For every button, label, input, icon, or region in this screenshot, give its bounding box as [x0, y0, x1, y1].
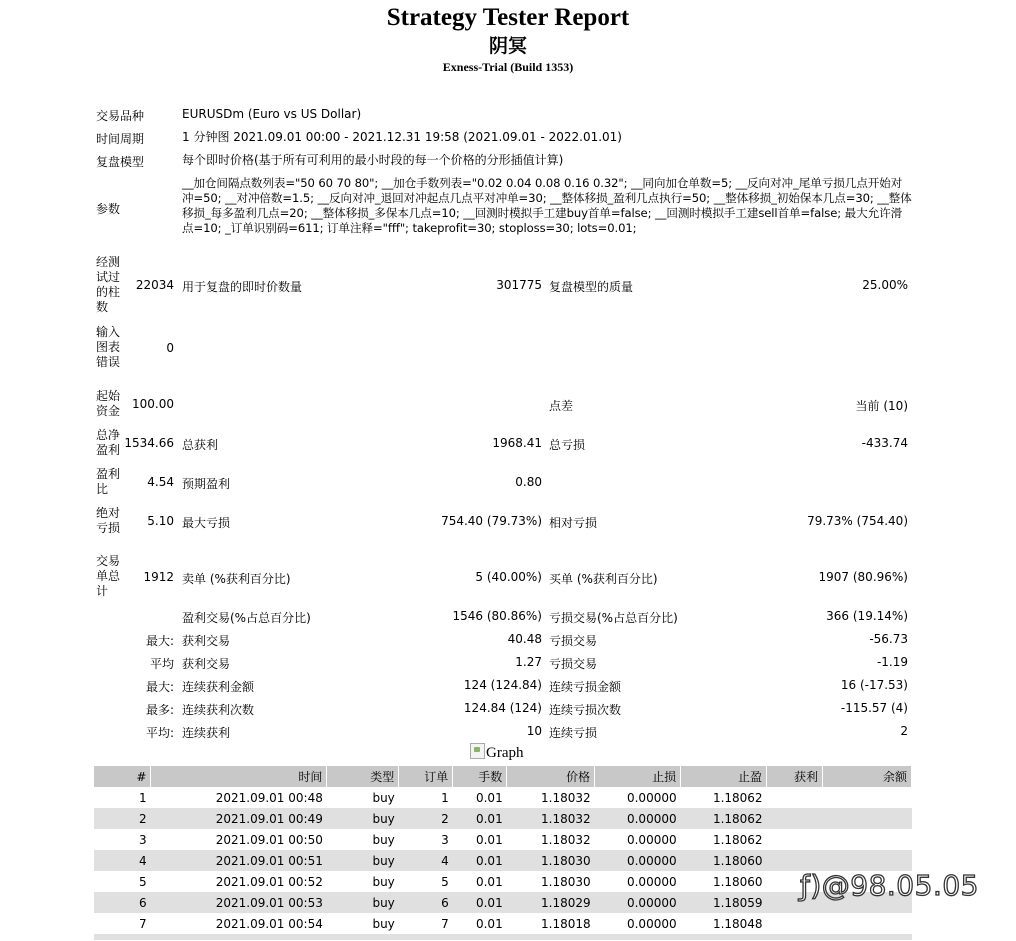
column-header: 余额: [823, 766, 912, 787]
report-subtitle: 阴冥: [488, 35, 527, 57]
table-cell: buy: [327, 850, 399, 871]
table-cell: 2021.09.01 00:53: [151, 892, 327, 913]
table-cell: 1: [139, 790, 147, 805]
table-cell: 0.00000: [595, 808, 681, 829]
table-cell: 1.18030: [507, 850, 595, 871]
expected-label: 预期盈利: [182, 477, 231, 491]
detail-value: -56.73: [869, 632, 908, 646]
table-cell: 2021.09.01 00:50: [215, 832, 323, 847]
table-cell: [767, 850, 823, 871]
table-cell: 1.18062: [712, 790, 763, 805]
table-cell: [595, 934, 681, 940]
detail-value: -115.57 (4): [840, 701, 908, 715]
detail-label: 连续亏损金额: [549, 680, 622, 694]
table-cell: [823, 829, 912, 850]
gross-profit-value: 1968.41: [492, 436, 542, 450]
errors-value: 0: [166, 341, 174, 355]
column-header: 止损: [595, 766, 681, 787]
table-cell: [681, 934, 767, 940]
table-cell: 0.00000: [595, 892, 681, 913]
table-row: [94, 871, 912, 892]
detail-prefix: 平均:: [145, 726, 174, 740]
table-cell: 5: [441, 874, 449, 889]
table-row: [94, 934, 912, 940]
table-cell: 0.00000: [626, 832, 677, 847]
symbol-value: EURUSDm (Euro vs US Dollar): [182, 107, 362, 121]
long-label: 买单 (%获利百分比): [549, 572, 658, 586]
table-cell: 2021.09.01 00:48: [215, 790, 323, 805]
table-cell: 1.18032: [541, 832, 591, 847]
table-cell: 6: [94, 892, 151, 913]
table-cell: [507, 934, 595, 940]
ticks-value: 301775: [496, 278, 542, 292]
detail-value: 2: [900, 724, 908, 738]
table-cell: [399, 934, 453, 940]
abs-dd-label: 绝对亏损: [96, 506, 121, 535]
symbol-label: 交易品种: [96, 109, 145, 123]
table-cell: [823, 787, 912, 808]
watermark: ƒ)@98.05.05: [800, 869, 979, 902]
table-cell: 4: [94, 850, 151, 871]
table-cell: 2: [94, 808, 151, 829]
table-cell: buy: [372, 832, 395, 847]
table-cell: buy: [372, 790, 395, 805]
short-value: 5 (40.00%): [475, 570, 542, 584]
table-cell: buy: [372, 874, 395, 889]
table-cell: 7: [441, 916, 449, 931]
column-header: 获利: [767, 766, 823, 787]
table-cell: [767, 934, 823, 940]
table-cell: [823, 913, 912, 934]
column-header: 类型: [327, 766, 399, 787]
graph-image: [470, 743, 524, 762]
table-cell: 2021.09.01 00:52: [215, 874, 323, 889]
column-header: 止盈: [681, 766, 767, 787]
params-label: 参数: [96, 202, 121, 216]
table-cell: [767, 808, 823, 829]
table-cell: [767, 787, 823, 808]
period-label: 时间周期: [96, 132, 145, 146]
params-value: __加仓间隔点数列表="50 60 70 80"; __加仓手数列表="0.02 0.04 0.08 0.16 0.32"; __同向加仓单数=5; __反向对冲_尾单亏损几点开始对冲=50; __对冲倍数=1.5; __反向对冲_退回对冲起点几点平对冲单=30; __整体移损_盈利几点执行=50; __整体移损_初始保本几点=30; __整体移损_每多盈利几点=20; __整体移损_多保本几点=10; __回测时模拟手工建buy首单=false; __回测时模拟手工建sell首单=false; 最大允许滑点=10; _订单识别码=611; 订单注释="fff"; takeprofit=30; stoploss=30; lots=0.01;: [182, 176, 912, 235]
table-cell: 1.18060: [712, 874, 763, 889]
table-cell: 1.18059: [681, 892, 767, 913]
table-cell: 1.18032: [541, 790, 591, 805]
detail-value: 10: [526, 724, 542, 738]
table-cell: buy: [372, 916, 395, 931]
table-cell: [823, 934, 912, 940]
table-cell: 5: [139, 874, 147, 889]
detail-value: 124 (124.84): [463, 678, 542, 692]
bars-label: 经测试过的柱数: [96, 255, 121, 314]
detail-value: 16 (-17.53): [840, 678, 908, 692]
table-row: [94, 913, 912, 934]
pf-label: 盈利比: [96, 467, 121, 496]
quality-value: 25.00%: [862, 278, 908, 292]
table-cell: 0.01: [475, 832, 503, 847]
column-header: 订单: [399, 766, 453, 787]
total-label: 交易单总计: [96, 554, 121, 598]
table-cell: 0.01: [453, 808, 507, 829]
table-cell: 3: [441, 832, 449, 847]
win-label: 盈利交易(%占总百分比): [182, 611, 311, 625]
detail-label: 亏损交易: [549, 657, 598, 671]
table-cell: 0.00000: [626, 916, 677, 931]
broken-image-icon: [470, 743, 485, 759]
bars-value: 22034: [135, 278, 174, 292]
table-row: [94, 829, 912, 850]
errors-label: 输入图表错误: [96, 325, 121, 369]
detail-label: 亏损交易: [549, 634, 598, 648]
column-header: 手数: [453, 766, 507, 787]
report-header: [0, 3, 1016, 75]
detail-label: 连续亏损: [549, 726, 598, 740]
table-cell: 1.18032: [507, 808, 595, 829]
total-value: 1912: [143, 570, 174, 584]
gross-profit-label: 总获利: [182, 438, 219, 452]
gross-loss-label: 总亏损: [549, 438, 586, 452]
rel-dd-value: 79.73% (754.40): [807, 514, 908, 528]
table-cell: 1.18030: [541, 874, 591, 889]
max-dd-value: 754.40 (79.73%): [441, 514, 542, 528]
table-cell: 0.00000: [595, 850, 681, 871]
detail-value: -1.19: [876, 655, 908, 669]
detail-value: 40.48: [507, 632, 542, 646]
long-value: 1907 (80.96%): [818, 570, 908, 584]
table-cell: 1.18062: [712, 832, 763, 847]
table-cell: 2021.09.01 00:51: [151, 850, 327, 871]
deposit-value: 100.00: [132, 397, 174, 411]
table-cell: 2021.09.01 00:49: [151, 808, 327, 829]
model-value: 每个即时价格(基于所有可利用的最小时段的每一个价格的分形插值计算): [182, 153, 564, 167]
table-cell: 3: [139, 832, 147, 847]
detail-label: 获利交易: [182, 634, 231, 648]
deals-body: [94, 787, 912, 940]
table-cell: [453, 934, 507, 940]
table-cell: 1.18062: [681, 808, 767, 829]
table-cell: 0.01: [453, 850, 507, 871]
spread-value: 当前 (10): [855, 399, 908, 413]
detail-value: 124.84 (124): [463, 701, 542, 715]
rel-dd-label: 相对亏损: [549, 516, 598, 530]
table-cell: 0.01: [475, 874, 503, 889]
detail-prefix: 最多:: [145, 703, 174, 717]
spread-label: 点差: [549, 399, 574, 413]
table-cell: 4: [399, 850, 453, 871]
net-label: 总净盈利: [96, 428, 121, 457]
table-row: [94, 808, 912, 829]
table-cell: 1: [441, 790, 449, 805]
deals-table: [94, 766, 912, 940]
table-cell: 0.00000: [626, 874, 677, 889]
detail-label: 连续获利金额: [182, 680, 255, 694]
abs-dd-value: 5.10: [147, 514, 174, 528]
detail-prefix: 平均: [149, 657, 174, 671]
table-cell: [327, 934, 399, 940]
table-row: [94, 850, 912, 871]
table-cell: 7: [139, 916, 147, 931]
table-cell: 1.18048: [712, 916, 763, 931]
loss-value: 366 (19.14%): [826, 609, 908, 623]
report-company: Exness-Trial (Build 1353): [442, 60, 574, 74]
report-title: Strategy Tester Report: [386, 4, 630, 31]
table-row: [94, 787, 912, 808]
deposit-label: 起始资金: [96, 389, 121, 418]
table-cell: 1.18018: [541, 916, 591, 931]
table-cell: 1.18029: [507, 892, 595, 913]
expected-value: 0.80: [515, 475, 542, 489]
table-cell: [823, 808, 912, 829]
detail-value: 1.27: [515, 655, 542, 669]
loss-label: 亏损交易(%占总百分比): [549, 611, 678, 625]
table-cell: [823, 850, 912, 871]
detail-label: 获利交易: [182, 657, 231, 671]
column-header: 时间: [151, 766, 327, 787]
detail-label: 连续获利次数: [182, 703, 255, 717]
table-cell: buy: [327, 808, 399, 829]
detail-prefix: 最大:: [145, 634, 174, 648]
column-header: #: [94, 766, 151, 787]
net-value: 1534.66: [124, 436, 174, 450]
table-cell: 2021.09.01 00:54: [215, 916, 323, 931]
table-cell: [767, 829, 823, 850]
table-header-row: [94, 766, 912, 787]
column-header: 价格: [507, 766, 595, 787]
win-value: 1546 (80.86%): [452, 609, 542, 623]
ticks-label: 用于复盘的即时价数量: [182, 280, 303, 294]
model-label: 复盘模型: [96, 155, 145, 169]
table-cell: [94, 934, 151, 940]
table-cell: 6: [399, 892, 453, 913]
pf-value: 4.54: [147, 475, 174, 489]
table-cell: 0.01: [453, 892, 507, 913]
table-cell: [767, 913, 823, 934]
max-dd-label: 最大亏损: [182, 516, 231, 530]
table-cell: [151, 934, 327, 940]
graph-alt-text: Graph: [486, 745, 524, 761]
period-value: 1 分钟图 2021.09.01 00:00 - 2021.12.31 19:58 (2021.09.01 - 2022.01.01): [182, 130, 622, 144]
table-cell: 0.01: [475, 790, 503, 805]
table-cell: 0.00000: [626, 790, 677, 805]
gross-loss-value: -433.74: [861, 436, 908, 450]
table-row: [94, 892, 912, 913]
detail-label: 连续亏损次数: [549, 703, 622, 717]
table-cell: 0.01: [475, 916, 503, 931]
table-cell: 2: [399, 808, 453, 829]
table-cell: buy: [327, 892, 399, 913]
detail-label: 连续获利: [182, 726, 231, 740]
table-cell: 1.18060: [681, 850, 767, 871]
short-label: 卖单 (%获利百分比): [182, 572, 291, 586]
detail-prefix: 最大:: [145, 680, 174, 694]
quality-label: 复盘模型的质量: [549, 280, 634, 294]
